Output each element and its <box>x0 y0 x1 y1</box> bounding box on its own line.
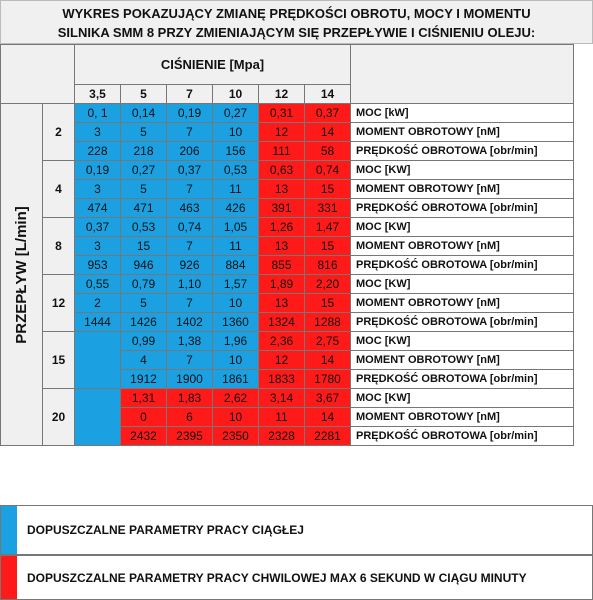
value-cell: 3,67 <box>305 389 351 408</box>
flow-value: 20 <box>43 389 75 446</box>
value-cell: 15 <box>305 237 351 256</box>
flow-axis-text: PRZEPŁYW [L/min] <box>12 205 30 344</box>
value-cell: 15 <box>121 237 167 256</box>
label-header-blank <box>351 45 574 104</box>
row-label: PRĘDKOŚĆ OBROTOWA [obr/min] <box>351 370 574 389</box>
value-cell: 0,99 <box>121 332 167 351</box>
value-cell: 14 <box>305 351 351 370</box>
legend-temporary <box>0 555 593 600</box>
value-cell: 1324 <box>259 313 305 332</box>
value-cell: 12 <box>259 123 305 142</box>
value-cell: 7 <box>167 123 213 142</box>
row-label: MOMENT OBROTOWY [nM] <box>351 408 574 427</box>
value-cell: 1912 <box>121 370 167 389</box>
value-cell: 1861 <box>213 370 259 389</box>
value-cell: 3 <box>75 123 121 142</box>
value-cell: 111 <box>259 142 305 161</box>
value-cell: 5 <box>121 294 167 313</box>
value-cell: 0,79 <box>121 275 167 294</box>
value-cell: 0,37 <box>305 104 351 123</box>
value-cell: 3,14 <box>259 389 305 408</box>
value-cell: 0,31 <box>259 104 305 123</box>
value-cell: 2,36 <box>259 332 305 351</box>
pressure-4: 12 <box>259 85 305 104</box>
value-cell: 855 <box>259 256 305 275</box>
row-label: MOC [KW] <box>351 275 574 294</box>
row-label: MOC [KW] <box>351 218 574 237</box>
row-label: MOMENT OBROTOWY [nM] <box>351 180 574 199</box>
value-cell: 2,20 <box>305 275 351 294</box>
value-cell: 0,63 <box>259 161 305 180</box>
value-cell: 228 <box>75 142 121 161</box>
value-cell: 0,74 <box>167 218 213 237</box>
value-cell: 0,37 <box>75 218 121 237</box>
chart-title <box>0 0 593 44</box>
row-label: PRĘDKOŚĆ OBROTOWA [obr/min] <box>351 199 574 218</box>
value-cell: 0,27 <box>213 104 259 123</box>
value-cell <box>75 332 121 389</box>
value-cell: 1288 <box>305 313 351 332</box>
value-cell: 0, 1 <box>75 104 121 123</box>
value-cell: 12 <box>259 351 305 370</box>
value-cell: 7 <box>167 351 213 370</box>
legend-blue-swatch <box>1 506 17 554</box>
value-cell: 15 <box>305 180 351 199</box>
row-label: MOC [KW] <box>351 161 574 180</box>
value-cell: 1360 <box>213 313 259 332</box>
value-cell: 7 <box>167 294 213 313</box>
value-cell: 1900 <box>167 370 213 389</box>
value-cell: 206 <box>167 142 213 161</box>
value-cell: 5 <box>121 123 167 142</box>
row-label: MOMENT OBROTOWY [nM] <box>351 123 574 142</box>
row-label: MOC [KW] <box>351 389 574 408</box>
value-cell: 884 <box>213 256 259 275</box>
value-cell: 3 <box>75 237 121 256</box>
row-label: PRĘDKOŚĆ OBROTOWA [obr/min] <box>351 313 574 332</box>
value-cell: 10 <box>213 123 259 142</box>
flow-axis-label <box>1 104 43 446</box>
legend-red-swatch <box>1 556 17 599</box>
value-cell: 331 <box>305 199 351 218</box>
pressure-3: 10 <box>213 85 259 104</box>
value-cell: 426 <box>213 199 259 218</box>
value-cell: 0,74 <box>305 161 351 180</box>
value-cell: 7 <box>167 180 213 199</box>
corner-cell <box>1 45 75 104</box>
flow-value: 2 <box>43 104 75 161</box>
value-cell: 11 <box>213 237 259 256</box>
pressure-1: 5 <box>121 85 167 104</box>
value-cell: 1,38 <box>167 332 213 351</box>
value-cell: 218 <box>121 142 167 161</box>
value-cell: 1402 <box>167 313 213 332</box>
value-cell: 4 <box>121 351 167 370</box>
value-cell: 58 <box>305 142 351 161</box>
row-label: MOMENT OBROTOWY [nM] <box>351 351 574 370</box>
value-cell: 0,53 <box>121 218 167 237</box>
value-cell: 156 <box>213 142 259 161</box>
value-cell: 2 <box>75 294 121 313</box>
value-cell: 2432 <box>121 427 167 446</box>
value-cell: 816 <box>305 256 351 275</box>
value-cell: 0,53 <box>213 161 259 180</box>
pressure-5: 14 <box>305 85 351 104</box>
value-cell: 0,14 <box>121 104 167 123</box>
value-cell: 1,47 <box>305 218 351 237</box>
value-cell: 7 <box>167 237 213 256</box>
value-cell: 1,89 <box>259 275 305 294</box>
value-cell: 3 <box>75 180 121 199</box>
value-cell: 1,83 <box>167 389 213 408</box>
legend-continuous-text: DOPUSZCZALNE PARAMETRY PRACY CIĄGŁEJ <box>27 523 304 537</box>
pressure-header: CIŚNIENIE [Mpa] <box>75 45 351 85</box>
value-cell: 463 <box>167 199 213 218</box>
value-cell: 1,96 <box>213 332 259 351</box>
flow-value: 8 <box>43 218 75 275</box>
value-cell: 13 <box>259 237 305 256</box>
value-cell: 391 <box>259 199 305 218</box>
value-cell: 0,19 <box>167 104 213 123</box>
value-cell: 0,37 <box>167 161 213 180</box>
value-cell: 946 <box>121 256 167 275</box>
value-cell: 5 <box>121 180 167 199</box>
value-cell: 2281 <box>305 427 351 446</box>
value-cell: 1,26 <box>259 218 305 237</box>
value-cell: 10 <box>213 294 259 313</box>
row-label: PRĘDKOŚĆ OBROTOWA [obr/min] <box>351 427 574 446</box>
value-cell: 15 <box>305 294 351 313</box>
pressure-0: 3,5 <box>75 85 121 104</box>
title-line-2: SILNIKA SMM 8 PRZY ZMIENIAJĄCYM SIĘ PRZEPŁYWIE I CIŚNIENIU OLEJU: <box>57 25 536 40</box>
legend-continuous <box>0 505 593 555</box>
value-cell: 0 <box>121 408 167 427</box>
value-cell: 474 <box>75 199 121 218</box>
value-cell: 1833 <box>259 370 305 389</box>
value-cell: 11 <box>213 180 259 199</box>
legend-temporary-text: DOPUSZCZALNE PARAMETRY PRACY CHWILOWEJ MAX 6 SEKUND W CIĄGU MINUTY <box>27 570 527 585</box>
value-cell: 1426 <box>121 313 167 332</box>
value-cell: 1,05 <box>213 218 259 237</box>
value-cell: 13 <box>259 294 305 313</box>
title-line-1: WYKRES POKAZUJĄCY ZMIANĘ PRĘDKOŚCI OBROTU, MOCY I MOMENTU <box>62 6 531 21</box>
value-cell: 14 <box>305 123 351 142</box>
value-cell: 471 <box>121 199 167 218</box>
value-cell: 2350 <box>213 427 259 446</box>
value-cell: 1,31 <box>121 389 167 408</box>
value-cell: 14 <box>305 408 351 427</box>
value-cell <box>75 389 121 446</box>
flow-value: 15 <box>43 332 75 389</box>
value-cell: 6 <box>167 408 213 427</box>
performance-table <box>0 44 574 446</box>
pressure-2: 7 <box>167 85 213 104</box>
value-cell: 1,10 <box>167 275 213 294</box>
value-cell: 2328 <box>259 427 305 446</box>
value-cell: 2395 <box>167 427 213 446</box>
value-cell: 0,55 <box>75 275 121 294</box>
value-cell: 2,62 <box>213 389 259 408</box>
value-cell: 1780 <box>305 370 351 389</box>
value-cell: 0,27 <box>121 161 167 180</box>
value-cell: 926 <box>167 256 213 275</box>
flow-value: 12 <box>43 275 75 332</box>
value-cell: 953 <box>75 256 121 275</box>
flow-value: 4 <box>43 161 75 218</box>
row-label: MOMENT OBROTOWY [nM] <box>351 294 574 313</box>
row-label: PRĘDKOŚĆ OBROTOWA [obr/min] <box>351 256 574 275</box>
row-label: MOC [kW] <box>351 104 574 123</box>
value-cell: 10 <box>213 351 259 370</box>
value-cell: 10 <box>213 408 259 427</box>
value-cell: 2,75 <box>305 332 351 351</box>
row-label: MOMENT OBROTOWY [nM] <box>351 237 574 256</box>
value-cell: 13 <box>259 180 305 199</box>
value-cell: 0,19 <box>75 161 121 180</box>
value-cell: 11 <box>259 408 305 427</box>
value-cell: 1444 <box>75 313 121 332</box>
row-label: PRĘDKOŚĆ OBROTOWA [obr/min] <box>351 142 574 161</box>
row-label: MOC [KW] <box>351 332 574 351</box>
value-cell: 1,57 <box>213 275 259 294</box>
